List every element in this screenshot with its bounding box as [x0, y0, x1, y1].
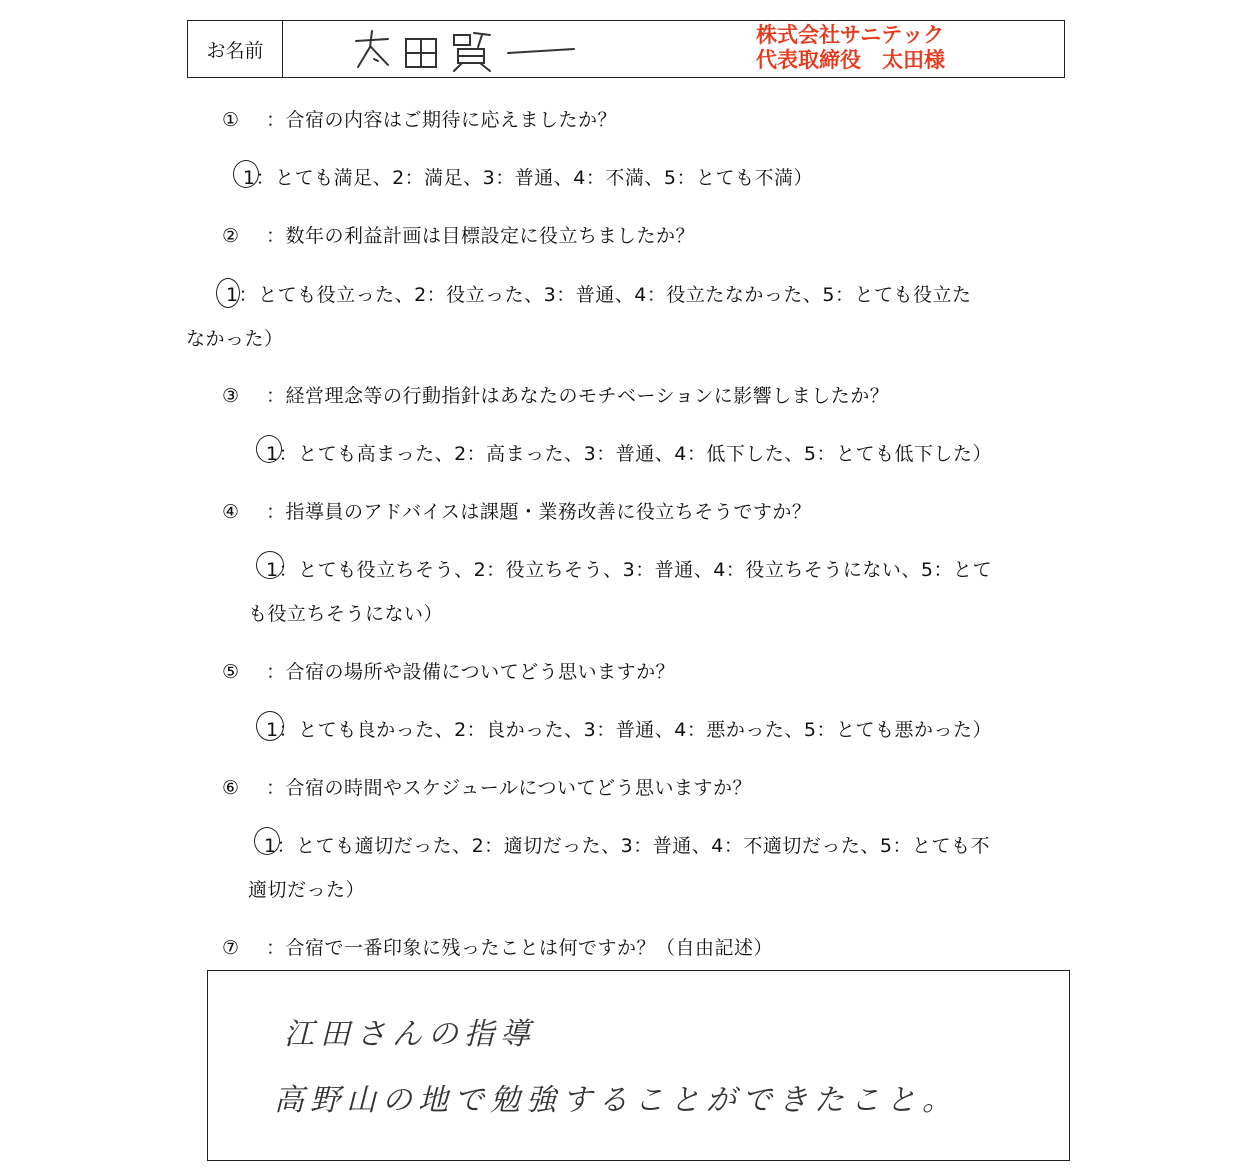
question-4-options-continued: も役立ちそうにない） — [248, 603, 444, 625]
question-text: ：指導員のアドバイスは課題・業務改善に役立ちそうですか？ — [266, 501, 812, 523]
question-number: ② — [222, 225, 240, 247]
question-text: ：合宿の時間やスケジュールについてどう思いますか？ — [266, 777, 752, 799]
name-box — [187, 20, 1065, 78]
question-text: ：経営理念等の行動指針はあなたのモチベーションに影響しましたか？ — [266, 385, 890, 407]
question-text: ：合宿で一番印象に残ったことは何ですか？（自由記述） — [266, 937, 774, 959]
handwritten-name-signature — [348, 27, 578, 73]
question-5-options: 1：とても良かった、2：良かった、3：普通、4：悪かった、5：とても悪かった） — [266, 719, 992, 741]
free-answer-line-1: 江田さんの指導 — [284, 1017, 536, 1052]
question-1-options: 1：とても満足、2：満足、3：普通、4：不満、5：とても不満） — [243, 167, 813, 189]
question-2-options: 1：とても役立った、2：役立った、3：普通、4：役立たなかった、5：とても役立た — [226, 284, 972, 306]
question-number: ③ — [222, 385, 240, 407]
question-3 — [222, 381, 889, 408]
question-4 — [222, 497, 811, 524]
question-3-options: 1：とても高まった、2：高まった、3：普通、4：低下した、5：とても低下した） — [266, 443, 992, 465]
question-text: ：合宿の場所や設備についてどう思いますか？ — [266, 661, 676, 683]
question-2-options-continued: なかった） — [186, 328, 284, 350]
company-line-1: 株式会社サニテック — [756, 23, 945, 47]
question-number: ⑦ — [222, 937, 240, 959]
question-6-options-continued: 適切だった） — [248, 879, 366, 901]
question-2 — [222, 221, 695, 248]
question-4-options: 1：とても役立ちそう、2：役立ちそう、3：普通、4：役立ちそうにない、5：とて — [266, 559, 992, 581]
name-label: お名前 — [188, 21, 283, 77]
question-text: ：数年の利益計画は目標設定に役立ちましたか？ — [266, 225, 696, 247]
question-number: ⑥ — [222, 777, 240, 799]
company-line-2: 代表取締役 太田様 — [756, 48, 945, 72]
question-6 — [222, 773, 752, 800]
company-label — [756, 23, 945, 73]
question-number: ① — [222, 109, 240, 131]
free-answer-box — [207, 970, 1070, 1161]
question-text: ：合宿の内容はご期待に応えましたか？ — [266, 109, 618, 131]
question-number: ⑤ — [222, 661, 240, 683]
question-7 — [222, 933, 773, 960]
question-5 — [222, 657, 675, 684]
question-6-options: 1：とても適切だった、2：適切だった、3：普通、4：不適切だった、5：とても不 — [264, 835, 990, 857]
question-1 — [222, 105, 617, 132]
question-number: ④ — [222, 501, 240, 523]
free-answer-line-2: 高野山の地で勉強することができたこと。 — [274, 1083, 958, 1118]
